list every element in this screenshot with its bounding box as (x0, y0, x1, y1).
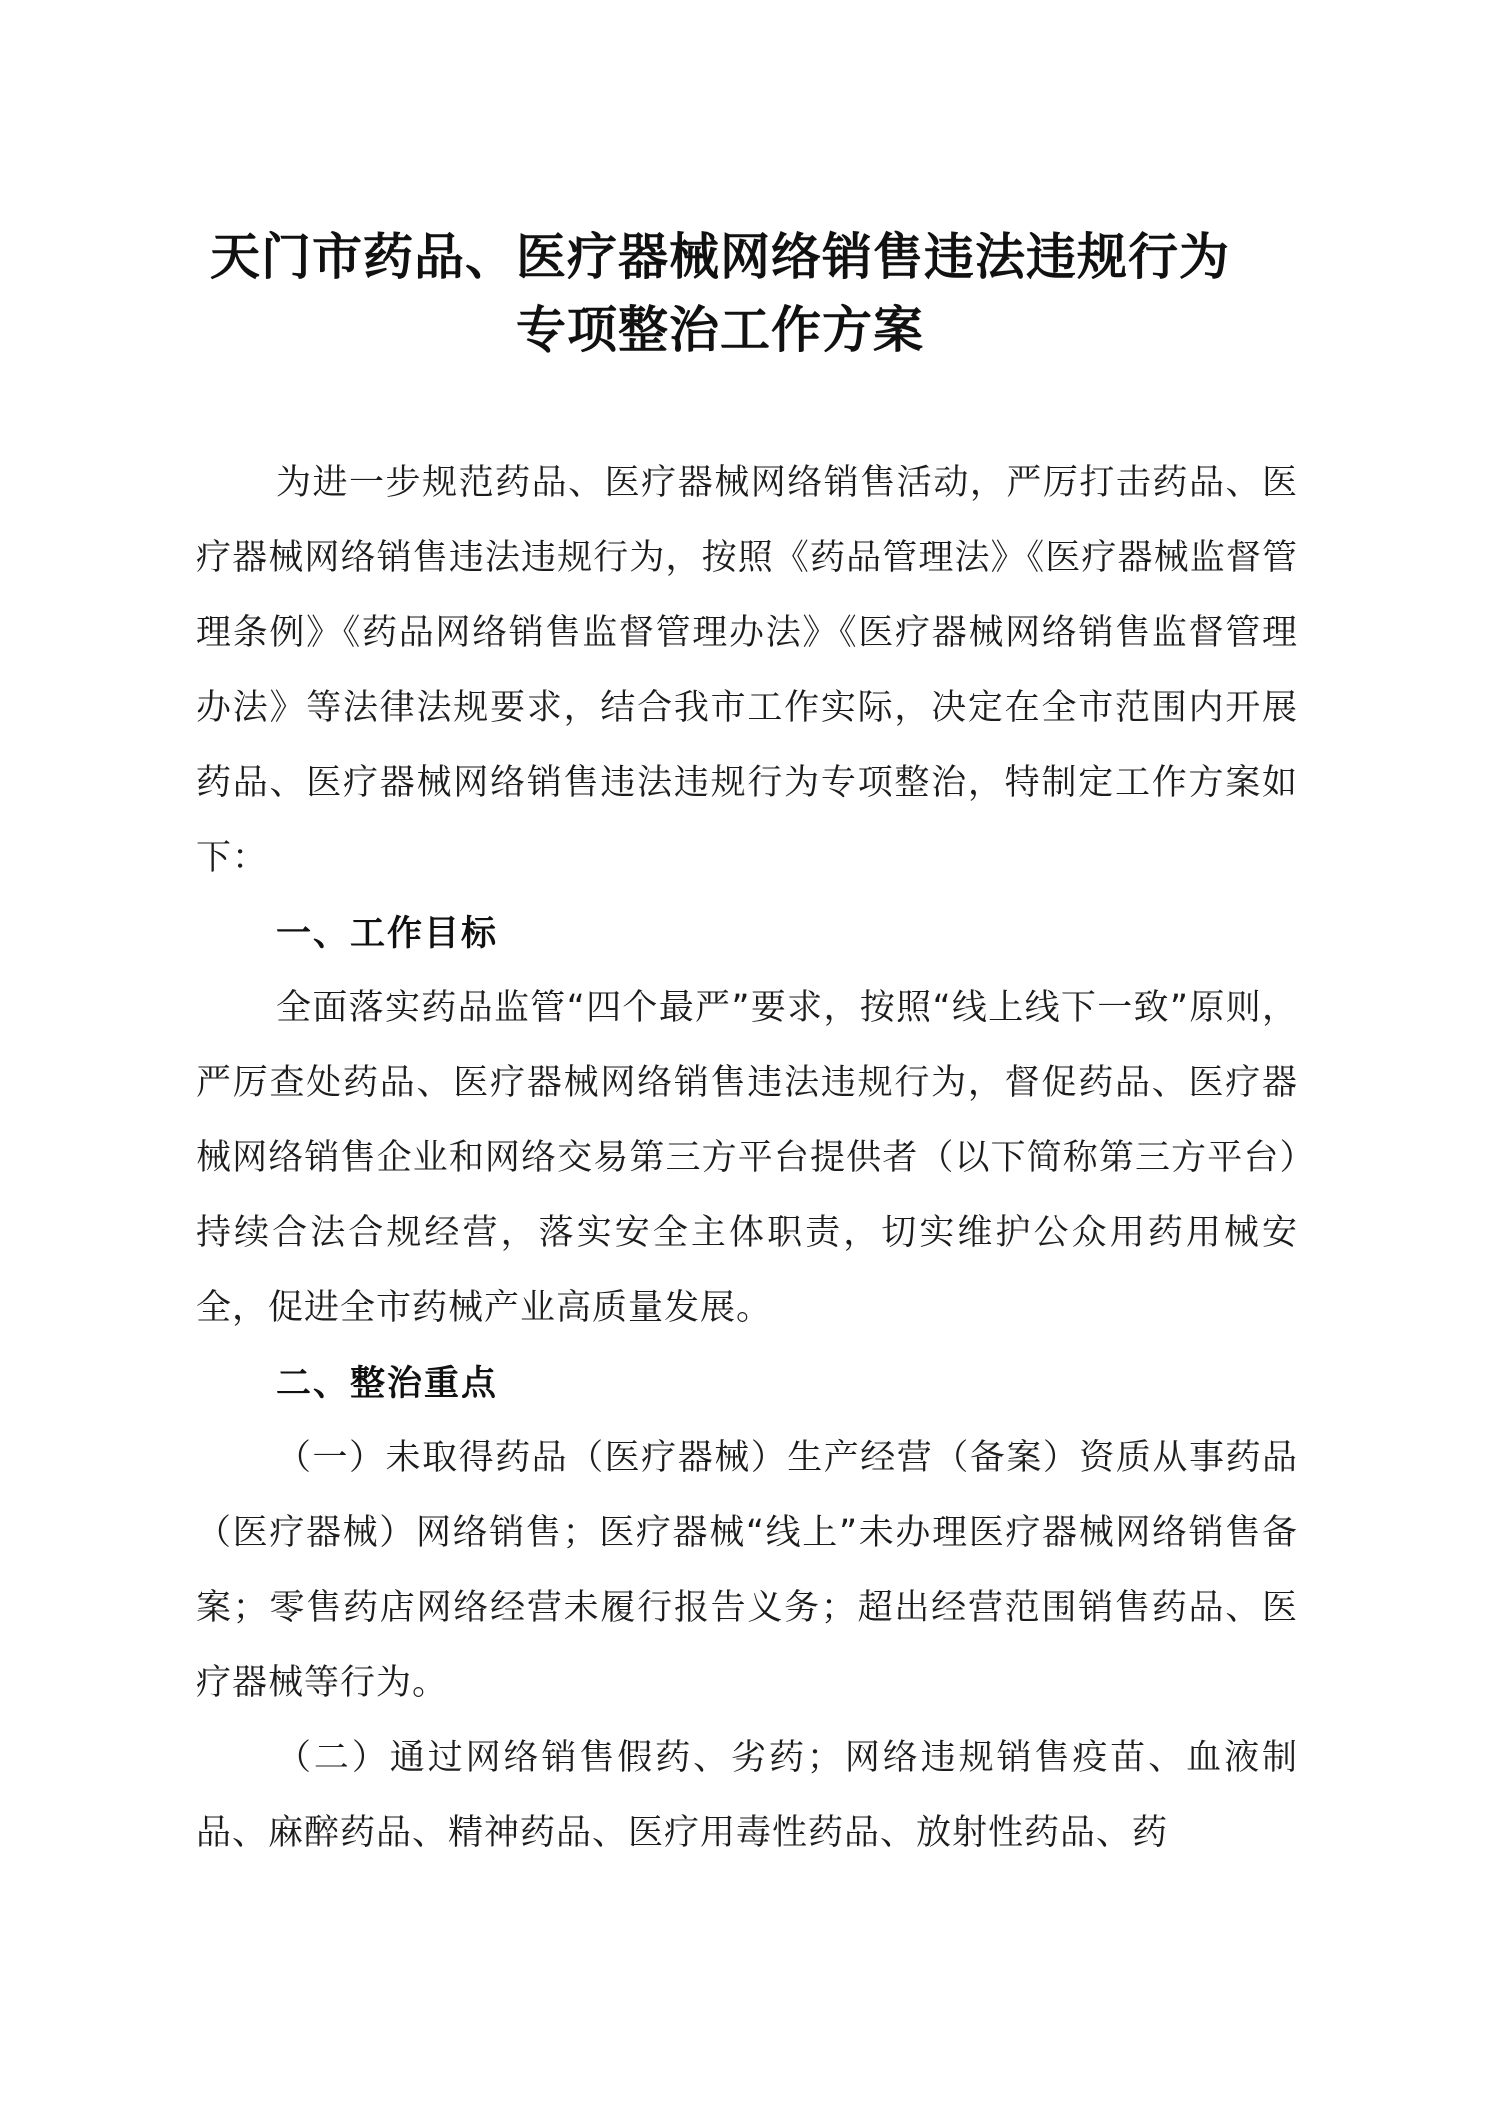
section-2-item-1: （一）未取得药品（医疗器械）生产经营（备案）资质从事药品（医疗器械）网络销售；医疗器械“线上”未办理医疗器械网络销售备案；零售药店网络经营未履行报告义务；超出经营范围销售药品、医疗器械等行为。 (196, 1438, 1298, 1703)
document-title-line-2: 专项整治工作方案 (516, 300, 924, 359)
section-1-paragraph: 全面落实药品监管“四个最严”要求，按照“线上线下一致”原则，严厉查处药品、医疗器械网络销售违法违规行为，督促药品、医疗器械网络销售企业和网络交易第三方平台提供者（以下简称第三方平台）持续合法合规经营，落实安全主体职责，切实维护公众用药用械安全，促进全市药械产业高质量发展。 (196, 988, 1298, 1328)
section-2-item-2: （二）通过网络销售假药、劣药；网络违规销售疫苗、血液制品、麻醉药品、精神药品、医疗用毒性药品、放射性药品、药 (196, 1738, 1298, 1853)
document-title-line-1: 天门市药品、医疗器械网络销售违法违规行为 (210, 227, 1230, 286)
intro-paragraph: 为进一步规范药品、医疗器械网络销售活动，严厉打击药品、医疗器械网络销售违法违规行为，按照《药品管理法》《医疗器械监督管理条例》《药品网络销售监督管理办法》《医疗器械网络销售监督管理办法》等法律法规要求，结合我市工作实际，决定在全市范围内开展药品、医疗器械网络销售违法违规行为专项整治，特制定工作方案如下： (196, 463, 1298, 878)
document-body (196, 446, 1298, 1871)
section-1-heading: 一、工作目标 (276, 913, 499, 954)
section-2-heading: 二、整治重点 (276, 1363, 499, 1404)
